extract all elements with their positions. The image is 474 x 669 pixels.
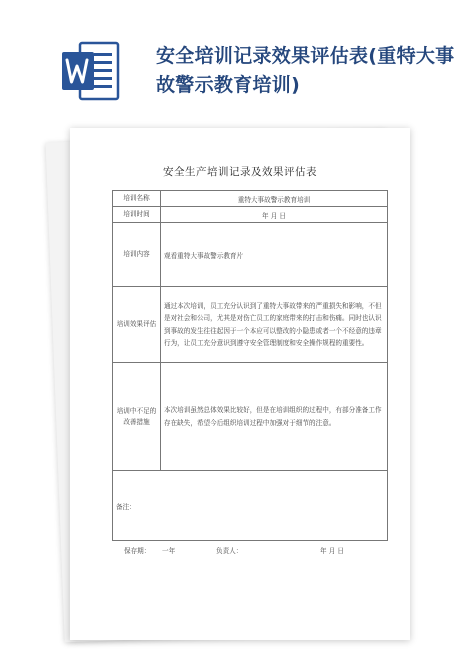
- sign-date: 年 月 日: [320, 547, 344, 555]
- improvement-label: 培训中不足的改善措施: [113, 363, 161, 471]
- document-title: 安全生产培训记录及效果评估表: [163, 166, 317, 178]
- training-content-label: 培训内容: [113, 223, 161, 287]
- training-effect-label: 培训效果评估: [113, 287, 161, 363]
- table-row: [113, 471, 388, 541]
- training-name-label: 培训名称: [113, 191, 161, 207]
- training-name-value: 重特大事故警示教育培训: [161, 191, 388, 207]
- owner-label: 负责人：: [216, 547, 243, 555]
- training-time-value: 年 月 日: [161, 207, 388, 223]
- keeper-value: 一年: [162, 547, 176, 555]
- keeper-label: 保存期：: [124, 547, 151, 555]
- table-row: [113, 191, 388, 207]
- word-icon: [60, 40, 122, 102]
- document-page: [70, 128, 410, 640]
- table-row: [113, 207, 388, 223]
- evaluation-form-table: [112, 190, 388, 541]
- table-row: [113, 363, 388, 471]
- training-time-label: 培训时间: [113, 207, 161, 223]
- table-row: [113, 287, 388, 363]
- training-effect-value: 通过本次培训，员工充分认识到了重特大事故带来的严重损失和影响，不但是对社会和公司，尤其是对伤亡员工的家庭带来的打击和伤痛。同时也认识到事故的发生往往起因于一个本应可以整改的小隐患或者一个不经意的违章行为，让员工充分意识到遵守安全管理制度和安全操作规程的重要性。: [161, 287, 388, 363]
- signature-line: [124, 545, 384, 557]
- table-row: [113, 223, 388, 287]
- improvement-value: 本次培训虽然总体效果比较好，但是在培训组织的过程中，有部分准备工作存在缺失，希望今后组织培训过程中加强对于细节的注意。: [161, 363, 388, 471]
- notes-label: 备注：: [113, 471, 388, 541]
- training-content-value: 观看重特大事故警示教育片: [161, 223, 388, 287]
- page-title: 安全培训记录效果评估表(重特大事故警示教育培训): [156, 45, 455, 96]
